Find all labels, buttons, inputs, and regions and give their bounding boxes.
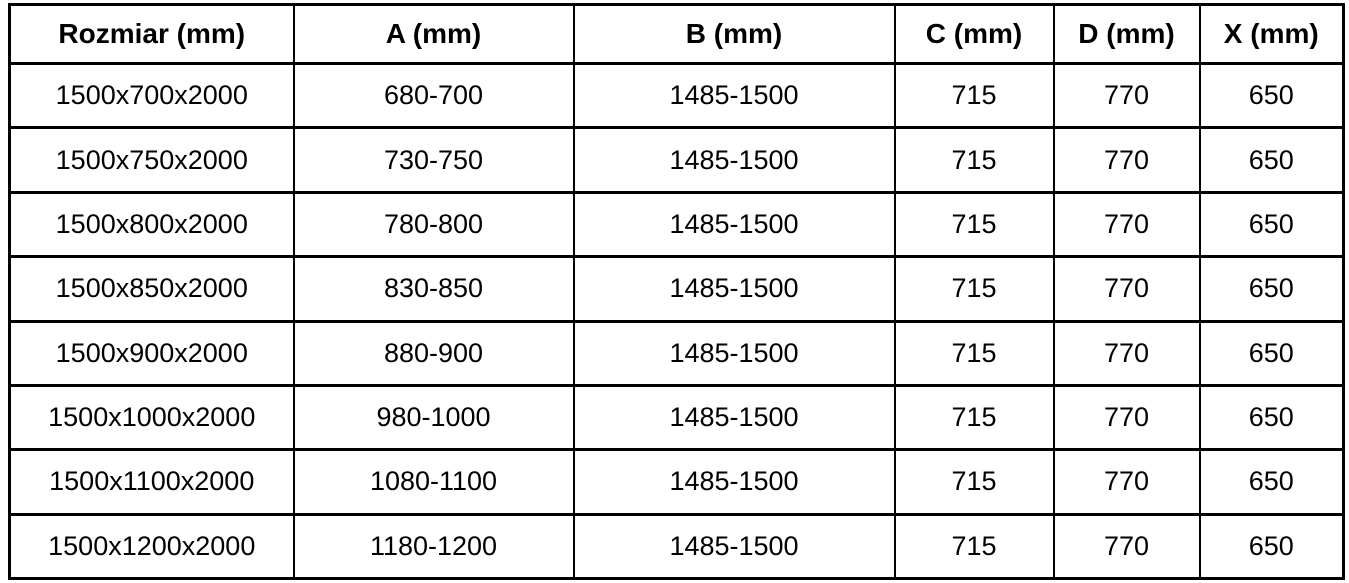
table-cell: 770 [1054,128,1200,192]
table-cell: 715 [895,514,1054,578]
table-cell: 650 [1200,385,1344,449]
table-cell: 650 [1200,128,1344,192]
header-cell: D (mm) [1054,5,1200,64]
header-cell: Rozmiar (mm) [10,5,294,64]
table-body [10,64,1344,579]
table-row [10,257,1344,321]
table-cell: 1180-1200 [294,514,574,578]
table-cell: 650 [1200,257,1344,321]
table-cell: 1485-1500 [574,385,895,449]
table-row [10,64,1344,128]
table-row [10,128,1344,192]
table-cell: 1485-1500 [574,64,895,128]
table-cell: 1485-1500 [574,321,895,385]
table-cell: 1080-1100 [294,450,574,514]
table-cell: 770 [1054,514,1200,578]
table-cell: 830-850 [294,257,574,321]
table-cell: 715 [895,321,1054,385]
table-cell: 770 [1054,192,1200,256]
table-cell: 715 [895,64,1054,128]
table-cell: 880-900 [294,321,574,385]
table-cell: 1500x1200x2000 [10,514,294,578]
table-cell: 1500x850x2000 [10,257,294,321]
table-cell: 770 [1054,385,1200,449]
table-row [10,192,1344,256]
table-cell: 770 [1054,321,1200,385]
table-cell: 715 [895,192,1054,256]
table-cell: 770 [1054,64,1200,128]
table-cell: 1500x1100x2000 [10,450,294,514]
table-cell: 650 [1200,64,1344,128]
table-row [10,450,1344,514]
table-cell: 780-800 [294,192,574,256]
table-cell: 770 [1054,257,1200,321]
table-cell: 650 [1200,192,1344,256]
header-row [10,5,1344,64]
table-cell: 650 [1200,450,1344,514]
size-spec-table [8,3,1345,580]
table-cell: 1485-1500 [574,514,895,578]
table-cell: 1485-1500 [574,257,895,321]
header-cell: A (mm) [294,5,574,64]
header-cell: C (mm) [895,5,1054,64]
table-row [10,385,1344,449]
table-row [10,514,1344,578]
table-cell: 730-750 [294,128,574,192]
table-cell: 680-700 [294,64,574,128]
table-cell: 715 [895,128,1054,192]
table-cell: 1500x750x2000 [10,128,294,192]
header-cell: B (mm) [574,5,895,64]
table-cell: 1500x900x2000 [10,321,294,385]
table-cell: 770 [1054,450,1200,514]
table-header [10,5,1344,64]
table-cell: 1500x1000x2000 [10,385,294,449]
table-cell: 980-1000 [294,385,574,449]
table-cell: 1485-1500 [574,192,895,256]
table-cell: 1485-1500 [574,450,895,514]
table-cell: 1500x700x2000 [10,64,294,128]
header-cell: X (mm) [1200,5,1344,64]
table-cell: 715 [895,385,1054,449]
table-row [10,321,1344,385]
table-cell: 715 [895,257,1054,321]
table-cell: 1485-1500 [574,128,895,192]
table-cell: 1500x800x2000 [10,192,294,256]
table-cell: 650 [1200,514,1344,578]
table-cell: 715 [895,450,1054,514]
table-cell: 650 [1200,321,1344,385]
